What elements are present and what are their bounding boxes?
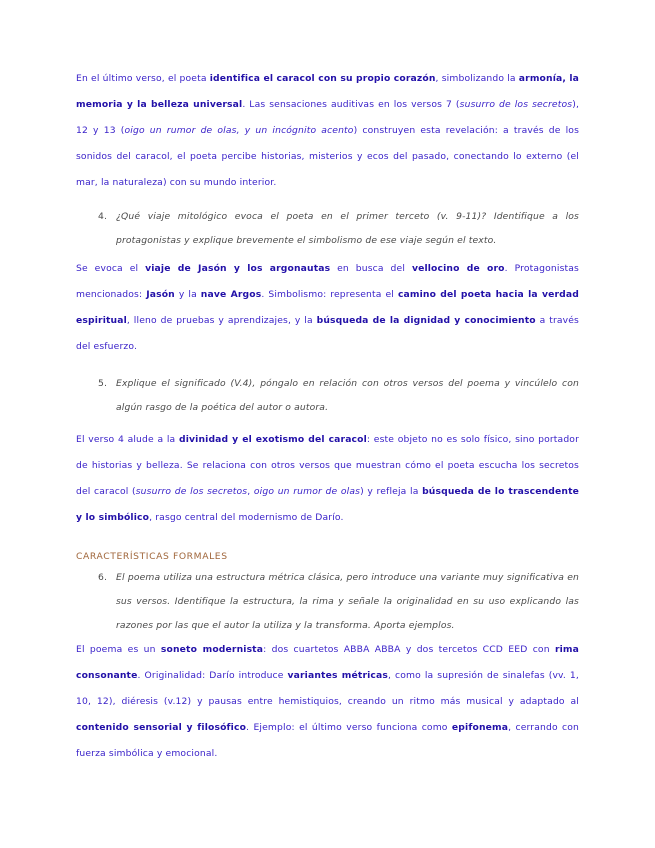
question-number: 5. xyxy=(98,378,108,389)
question-4 xyxy=(76,205,579,253)
highlight: armonía, la memoria y la belleza universal xyxy=(76,73,580,110)
quote: oigo un rumor de olas, y un incógnito acento xyxy=(124,125,354,136)
highlight: identifica el caracol con su propio corazón xyxy=(209,73,436,84)
highlight: camino del poeta hacia la verdad espiritual xyxy=(76,289,579,326)
highlight: soneto modernista xyxy=(160,644,264,655)
highlight: contenido sensorial y filosófico xyxy=(76,722,247,733)
highlight: nave Argos xyxy=(200,289,262,300)
highlight: rima consonante xyxy=(76,644,579,681)
question-5 xyxy=(76,372,579,420)
quote: susurro de los secretos xyxy=(135,486,248,497)
question-number: 6. xyxy=(98,572,108,583)
question-number: 4. xyxy=(98,211,108,222)
highlight: Jasón xyxy=(146,289,175,300)
question-text: El poema utiliza una estructura métrica clásica, pero introduce una variante muy significativa en sus versos. Identifique la estructura, la rima y señale la originalidad en su uso explicando las razones por las que el autor la utiliza y la transforma. Aporta ejemplos. xyxy=(116,572,579,631)
answer-paragraph-4: Se evoca el viaje de Jasón y los argonautas en busca del vellocino de oro. Protagonistas mencionados: Jasón y la nave Argos. Simbolismo: representa el camino del poeta hacia la verdad espiritual, lleno de pruebas y aprendizajes, y la búsqueda de la dignidad y conocimiento a través del esfuerzo. xyxy=(76,263,579,352)
highlight: epifonema xyxy=(451,722,509,733)
question-text: Explique el significado (V.4), póngalo en relación con otros versos del poema y vincúlelo con algún rasgo de la poética del autor o autora. xyxy=(116,378,579,413)
highlight: búsqueda de la dignidad y conocimiento xyxy=(316,315,536,326)
quote: oigo un rumor de olas xyxy=(253,486,361,497)
quote: susurro de los secretos xyxy=(459,99,573,110)
question-6 xyxy=(76,566,579,638)
answer-paragraph-5: El verso 4 alude a la divinidad y el exotismo del caracol: este objeto no es solo físico, sino portador de historias y belleza. Se relaciona con otros versos que muestran cómo el poeta escucha los secretos del caracol (susurro de los secretos, oigo un rumor de olas) y refleja la búsqueda de lo trascendente y lo simbólico, rasgo central del modernismo de Darío. xyxy=(76,434,580,523)
section-heading: CARACTERÍSTICAS FORMALES xyxy=(76,551,228,562)
answer-paragraph-3: En el último verso, el poeta identifica el caracol con su propio corazón, simbolizando la armonía, la memoria y la belleza universal. Las sensaciones auditivas en los versos 7 (susurro de los secretos), 12 y 13 (oigo un rumor de olas, y un incógnito acento) construyen esta revelación: a través de los sonidos del caracol, el poeta percibe historias, misterios y ecos del pasado, conectando lo externo (el mar, la naturaleza) con su mundo interior. xyxy=(76,73,580,188)
highlight: vellocino de oro xyxy=(411,263,505,274)
answer-paragraph-6: El poema es un soneto modernista: dos cuartetos ABBA ABBA y dos tercetos CCD EED con rima consonante. Originalidad: Darío introduce variantes métricas, como la supresión de sinalefas (vv. 1, 10, 12), diéresis (v.12) y pausas entre hemistiquios, creando un ritmo más musical y adaptado al contenido sensorial y filosófico. Ejemplo: el último verso funciona como epifonema, cerrando con fuerza simbólica y emocional. xyxy=(76,644,580,759)
highlight: viaje de Jasón y los argonautas xyxy=(145,263,331,274)
question-text: ¿Qué viaje mitológico evoca el poeta en el primer terceto (v. 9-11)? Identifique a los protagonistas y explique brevemente el simbolismo de ese viaje según el texto. xyxy=(116,211,579,246)
highlight: búsqueda de lo trascendente y lo simbólico xyxy=(76,486,579,523)
highlight: variantes métricas xyxy=(287,670,388,681)
highlight: divinidad y el exotismo del caracol xyxy=(178,434,367,445)
